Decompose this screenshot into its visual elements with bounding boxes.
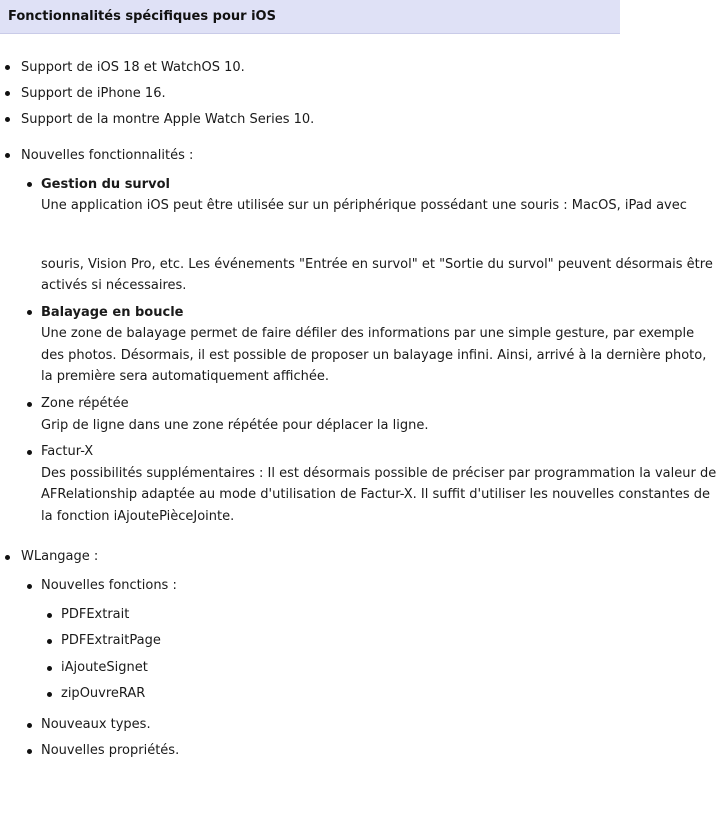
feature-title-survol: Gestion du survol (41, 177, 170, 192)
feature-desc: AFRelationship adaptée au mode d'utilisation de Factur-X. Il suffit d'utiliser les nouvelles constantes de (41, 487, 710, 502)
feature-desc: Une zone de balayage permet de faire défiler des informations par une simple gesture, par exemple (41, 326, 695, 341)
feature-desc: la première sera automatiquement affichée. (41, 369, 329, 384)
bullet-icon (5, 91, 10, 96)
bullet-icon (27, 310, 32, 315)
bullet-icon (5, 117, 10, 122)
list-item-wlangage: WLangage : (21, 549, 99, 564)
feature-title-zone: Zone répétée (41, 396, 129, 411)
function-item: iAjouteSignet (61, 660, 148, 675)
list-item: Support de la montre Apple Watch Series 10. (21, 112, 315, 127)
feature-desc: la fonction iAjoutePièceJointe. (41, 509, 235, 524)
bullet-icon (27, 723, 32, 728)
function-item: PDFExtraitPage (61, 633, 161, 648)
bullet-icon (5, 153, 10, 158)
feature-title-facturx: Factur-X (41, 444, 94, 459)
list-item: Support de iPhone 16. (21, 86, 166, 101)
list-item: Support de iOS 18 et WatchOS 10. (21, 60, 245, 75)
bullet-icon (47, 666, 52, 671)
feature-desc: Grip de ligne dans une zone répétée pour déplacer la ligne. (41, 418, 429, 433)
bullet-icon (47, 692, 52, 697)
bullet-icon (47, 639, 52, 644)
bullet-icon (27, 584, 32, 589)
feature-desc: des photos. Désormais, il est possible de proposer un balayage infini. Ainsi, arrivé à la dernière photo, (41, 348, 707, 363)
section-title: Fonctionnalités spécifiques pour iOS (8, 9, 276, 24)
bullet-icon (47, 613, 52, 618)
feature-desc: Des possibilités supplémentaires : Il est désormais possible de préciser par programmation la valeur de (41, 466, 717, 481)
list-item-nouvelles-proprietes: Nouvelles propriétés. (41, 743, 180, 758)
bullet-icon (27, 182, 32, 187)
feature-desc: souris, Vision Pro, etc. Les événements "Entrée en survol" et "Sortie du survol" peuvent désormais être (41, 257, 713, 272)
bullet-icon (5, 555, 10, 560)
section-header (0, 0, 620, 34)
function-item: zipOuvreRAR (61, 686, 146, 701)
function-item: PDFExtrait (61, 607, 130, 622)
bullet-icon (27, 402, 32, 407)
feature-desc: activés si nécessaires. (41, 278, 187, 293)
list-item-nouvelles-fonctionnalites: Nouvelles fonctionnalités : (21, 148, 194, 163)
list-item-nouvelles-fonctions: Nouvelles fonctions : (41, 578, 177, 593)
list-item-nouveaux-types: Nouveaux types. (41, 717, 151, 732)
bullet-icon (5, 65, 10, 70)
bullet-icon (27, 450, 32, 455)
feature-desc: Une application iOS peut être utilisée sur un périphérique possédant une souris : MacOS, iPad avec (41, 198, 687, 213)
feature-title-balayage: Balayage en boucle (41, 305, 184, 320)
bullet-icon (27, 749, 32, 754)
